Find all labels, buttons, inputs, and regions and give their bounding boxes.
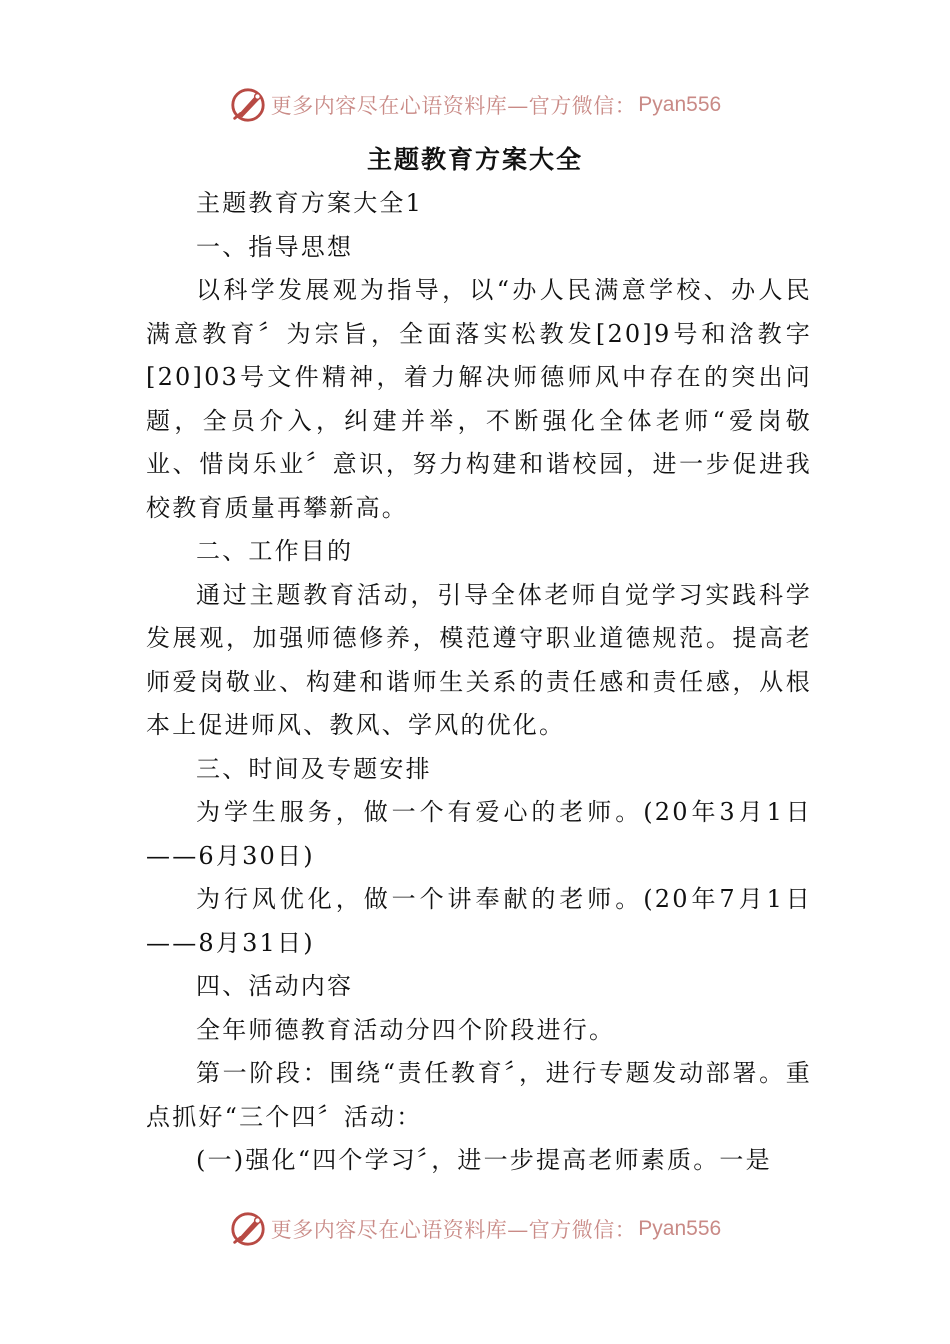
document-body [146,182,812,1183]
paragraph: 为行风优化，做一个讲奉献的老师。(20年7月1日——8月31日) [146,885,812,957]
heading-guiding-ideology: 一、指导思想 [196,232,354,261]
banner-text: 更多内容尽在心语资料库—官方微信： [270,94,637,118]
footer-watermark-banner [0,1207,950,1251]
paragraph: 以科学发展观为指导，以“办人民满意学校、办人民满意教育〞为宗旨，全面落实松教发[20]9号和浛教字[20]03号文件精神，着力解决师德师风中存在的突出问题，全员介入，纠建并举，不断强化全体老师“爱岗敬业、惜岗乐业〞意识，努力构建和谐校园，进一步促进我校教育质量再攀新高。 [146,276,812,522]
document-title: 主题教育方案大全 [366,145,583,174]
paragraph: 为学生服务，做一个有爱心的老师。(20年3月1日——6月30日) [146,798,812,870]
heading-work-objective: 二、工作目的 [196,537,354,565]
paragraph-subtitle: 主题教育方案大全1 [196,189,424,217]
heading-activity-content: 四、活动内容 [196,972,354,1000]
banner-text: 更多内容尽在心语资料库—官方微信： [270,1218,637,1242]
banner-wechat-id: Pyan556 [638,1217,722,1240]
heading-schedule: 三、时间及专题安排 [196,754,432,783]
paragraph: (一)强化“四个学习〞，进一步提高老师素质。一是 [196,1146,772,1174]
banner-wechat-id: Pyan556 [638,93,722,116]
paragraph: 通过主题教育活动，引导全体老师自觉学习实践科学发展观，加强师德修养，模范遵守职业道德规范。提高老师爱岗敬业、构建和谐师生关系的责任感和责任感，从根本上促进师风、教风、学风的优化。 [146,580,812,739]
quill-logo-icon [229,86,267,124]
quill-logo-icon [229,1210,267,1248]
paragraph: 第一阶段：围绕“责任教育〞，进行专题发动部署。重点抓好“三个四〞活动： [146,1059,812,1131]
header-watermark-banner [0,83,950,127]
paragraph: 全年师德教育活动分四个阶段进行。 [196,1015,616,1044]
